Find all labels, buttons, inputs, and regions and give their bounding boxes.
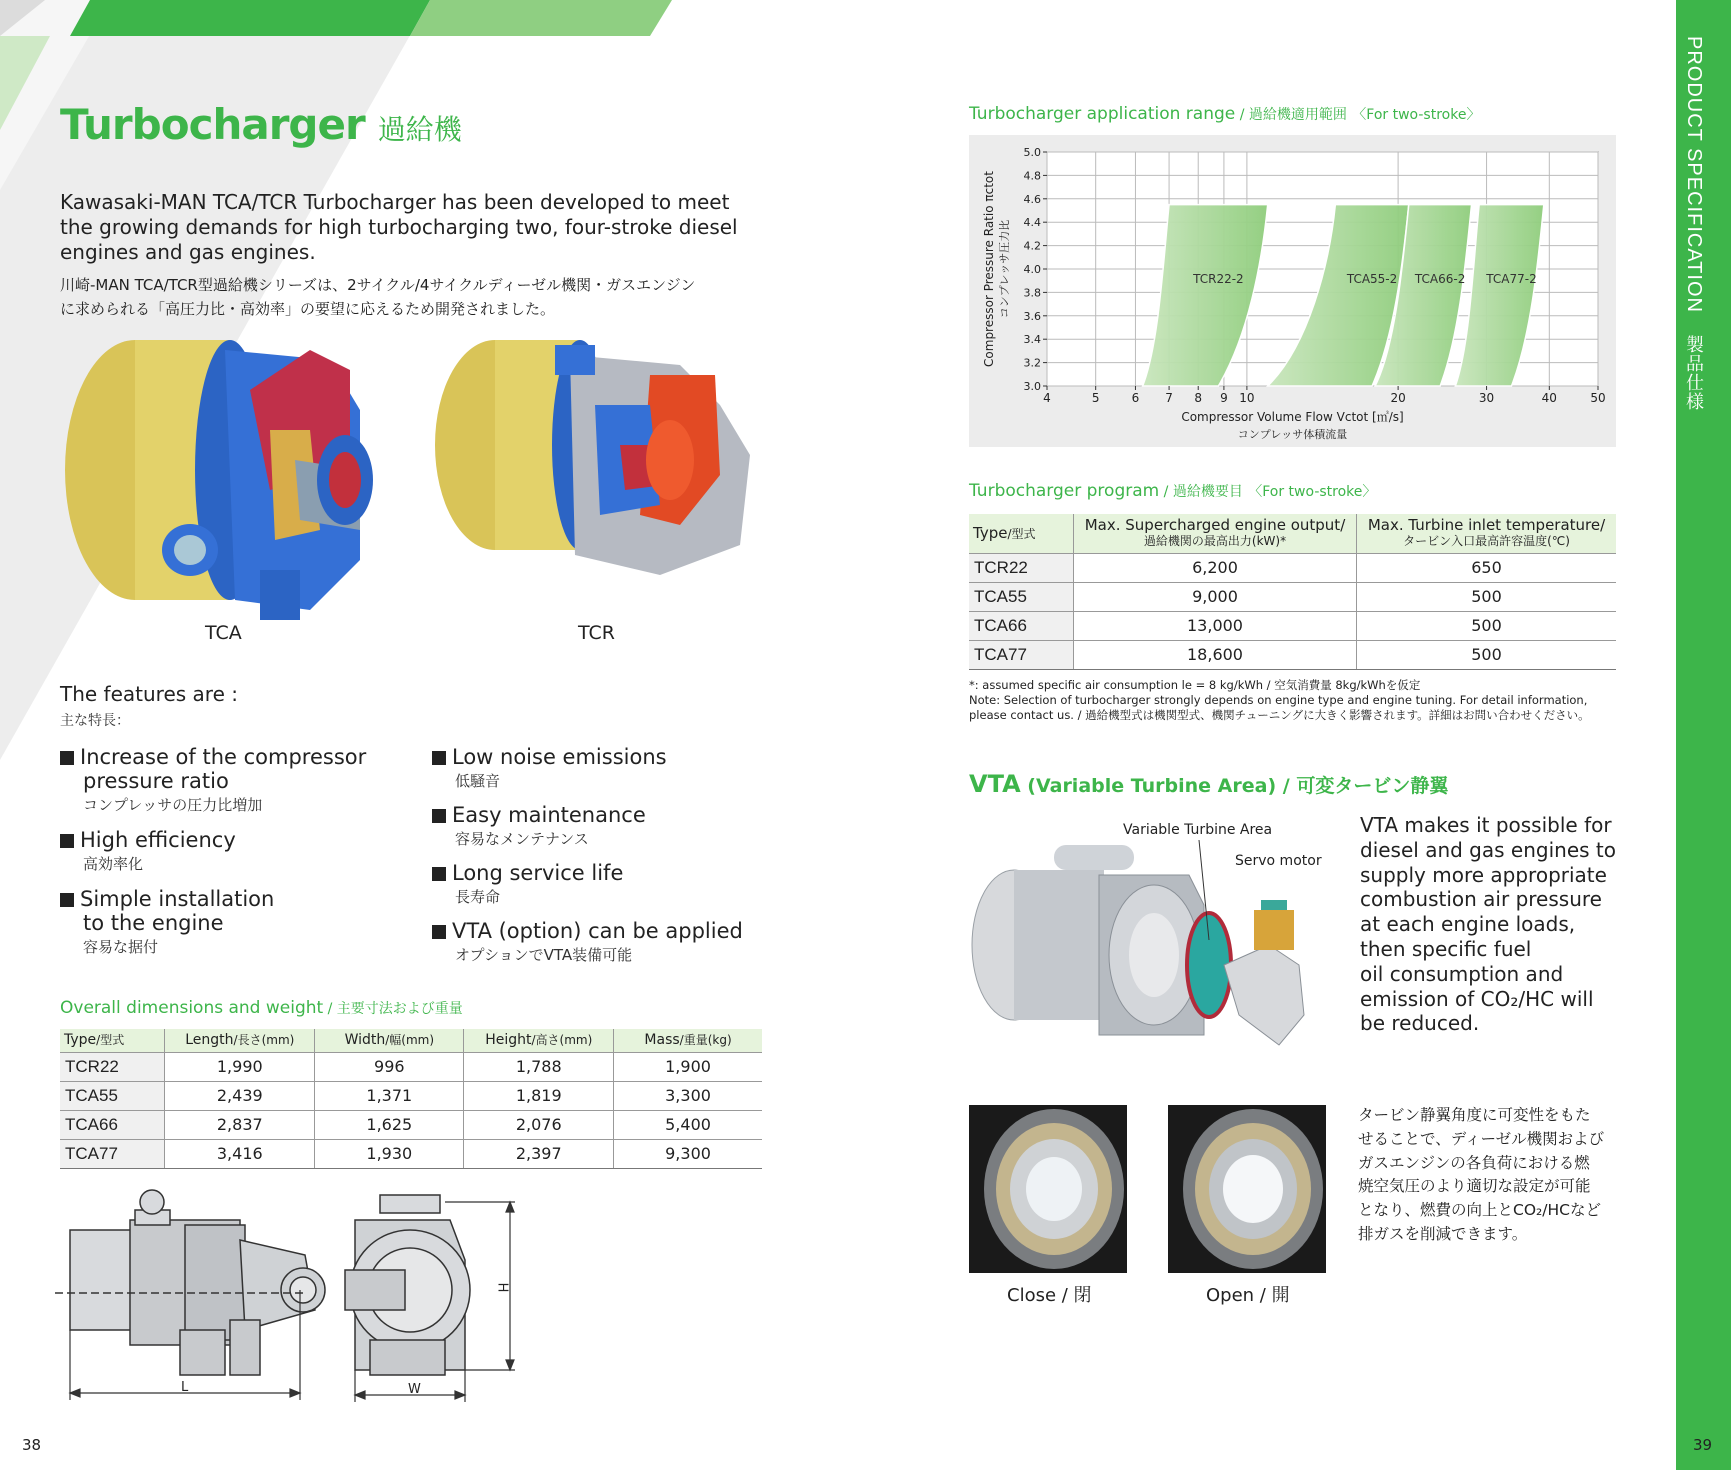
feature-text-2: to the engine <box>83 911 224 935</box>
dims-title-en: Overall dimensions and weight <box>60 998 324 1018</box>
program-header-output <box>1074 514 1357 553</box>
chart-tick-label-y: 4.0 <box>1023 263 1041 276</box>
header-jp: /型式 <box>1007 526 1036 541</box>
tca-caption: TCA <box>205 622 242 644</box>
feature-jp: オプションでVTA装備可能 <box>455 946 633 964</box>
feature-text: Long service life <box>452 861 624 885</box>
vta-en-line: at each engine loads, <box>1360 912 1576 937</box>
page-number-right: 39 <box>1693 1436 1713 1454</box>
cell-width: 1,930 <box>315 1139 464 1168</box>
cell-height: 2,397 <box>464 1139 614 1168</box>
feature-compressor <box>60 745 390 818</box>
cell-output: 9,000 <box>1074 582 1357 611</box>
header-en: Length <box>185 1032 234 1049</box>
vta-jp-line: ガスエンジンの各負荷における燃 <box>1358 1153 1590 1172</box>
drawing-label-h: H <box>494 1282 510 1293</box>
feature-installation <box>60 887 390 960</box>
cell-height: 1,819 <box>464 1081 614 1110</box>
feature-text-2: pressure ratio <box>83 769 229 793</box>
title-en: Turbocharger <box>60 100 365 149</box>
note-1: *: assumed specific air consumption le = 8 kg/kWh / 空気消費量 8kg/kWhを仮定 <box>969 678 1421 692</box>
chart-title <box>969 104 1480 124</box>
chart-tick-label-x: 4 <box>1043 391 1051 405</box>
title-jp: 過給機 <box>377 113 462 146</box>
chart-tick-label-x: 5 <box>1091 391 1100 405</box>
chart-tick-label-y: 3.4 <box>1023 333 1041 347</box>
drawing-label-w: W <box>408 1382 421 1397</box>
table-row <box>969 582 1616 611</box>
chart-tick-label-x: 8 <box>1194 391 1203 405</box>
chart-series-label: TCA77-2 <box>1486 272 1537 287</box>
chart-tick-label-x: 6 <box>1131 391 1140 405</box>
cell-temp: 650 <box>1357 553 1617 582</box>
cell-height: 2,076 <box>464 1110 614 1139</box>
cell-output: 13,000 <box>1074 611 1357 640</box>
header-en: Type <box>973 523 1008 542</box>
chart-tick-label-x: 7 <box>1165 391 1173 405</box>
cell-length: 3,416 <box>165 1139 315 1168</box>
vta-label-area: Variable Turbine Area <box>1123 822 1273 838</box>
sidebar-label-en: PRODUCT SPECIFICATION <box>1683 36 1705 313</box>
feature-service-life <box>432 861 772 919</box>
chart-y-axis-label: Compressor Pressure Ratio πctot <box>982 171 996 367</box>
cell-mass: 5,400 <box>614 1110 762 1139</box>
chart-series-label: TCA55-2 <box>1346 272 1398 287</box>
chart-tick-label-x: 9 <box>1220 391 1228 405</box>
chart-tick-label-y: 4.2 <box>1023 239 1041 253</box>
cell-temp: 500 <box>1357 582 1617 611</box>
vta-title-c: / 可変タービン静翼 <box>1282 775 1449 797</box>
header-jp: /重量(kg) <box>679 1033 732 1048</box>
vta-description-en <box>1360 813 1616 1036</box>
chart-tick-label-y: 4.8 <box>1023 169 1041 183</box>
feature-text: Simple installation <box>80 887 275 911</box>
chart-tick-label-x: 10 <box>1239 391 1255 405</box>
tcr-caption: TCR <box>578 622 615 644</box>
chart-tick-label-x: 40 <box>1541 391 1557 405</box>
chart-tick-label-y: 4.6 <box>1023 192 1041 206</box>
chart-series-label: TCA66-2 <box>1414 272 1466 287</box>
feature-text: High efficiency <box>80 828 236 852</box>
sidebar-label-jp: 製品仕様 <box>1684 334 1704 411</box>
table-row <box>60 1110 762 1139</box>
vta-jp-line: タービン静翼角度に可変性をもた <box>1358 1106 1591 1124</box>
feature-efficiency <box>60 828 390 877</box>
header-jp: /高さ(mm) <box>531 1033 593 1048</box>
front-view-drawing <box>345 1195 470 1375</box>
bullet-icon <box>432 925 446 939</box>
vta-en-line: combustion air pressure <box>1360 887 1602 912</box>
dims-table <box>60 1029 762 1169</box>
feature-maintenance <box>432 803 772 861</box>
feature-noise <box>432 745 772 803</box>
bullet-icon <box>60 751 74 765</box>
drawing-label-l: L <box>181 1380 189 1395</box>
table-row <box>60 1139 762 1168</box>
cell-type: TCA55 <box>60 1081 165 1110</box>
program-header-type <box>969 514 1074 553</box>
dims-header-width <box>315 1029 464 1052</box>
vta-description-jp <box>1358 1104 1604 1247</box>
cell-temp: 500 <box>1357 640 1617 669</box>
header-jp: 過給機関の最高出力(kW)* <box>1143 534 1287 549</box>
feature-jp: 高効率化 <box>83 855 144 873</box>
vta-en-line: supply more appropriate <box>1360 862 1607 887</box>
cell-type: TCA77 <box>60 1139 165 1168</box>
chart-tick-label-x: 50 <box>1590 391 1606 405</box>
cell-output: 6,200 <box>1074 553 1357 582</box>
bullet-icon <box>60 834 74 848</box>
vta-close-photo <box>969 1105 1127 1273</box>
chart-y-axis-label-jp: コンプレッサ圧力比 <box>998 219 1011 319</box>
chart-tick-label-y: 3.2 <box>1023 356 1041 370</box>
cell-length: 2,439 <box>165 1081 315 1110</box>
chart-series-label: TCR22-2 <box>1193 272 1244 287</box>
feature-text: Easy maintenance <box>452 803 646 827</box>
chart-x-axis-label-jp: コンプレッサ体積流量 <box>1237 428 1348 441</box>
page-title <box>60 100 462 149</box>
vta-jp-line: せることで、ディーゼル機関および <box>1358 1129 1605 1148</box>
bullet-icon <box>432 809 446 823</box>
vta-open-photo <box>1168 1105 1326 1273</box>
header-en: Mass <box>644 1032 680 1049</box>
header-jp: タービン入口最高許容温度(℃) <box>1403 534 1570 549</box>
header-jp: /型式 <box>96 1033 125 1048</box>
dims-header-length <box>165 1029 315 1052</box>
chart-tick-label-y: 5.0 <box>1023 146 1041 159</box>
vta-en-line: be reduced. <box>1360 1011 1480 1036</box>
intro-jp <box>60 273 780 321</box>
cell-type: TCR22 <box>60 1052 165 1081</box>
intro-en: Kawasaki-MAN TCA/TCR Turbocharger has been developed to meet the growing demands for high turbocharging two, four-stroke diesel engines and gas engines. <box>60 190 738 264</box>
vta-en-line: VTA makes it possible for <box>1360 813 1612 837</box>
feature-text: Increase of the compressor <box>80 745 367 769</box>
vta-jp-line: 排ガスを削減できます。 <box>1358 1224 1528 1243</box>
header-en: Max. Supercharged engine output/ <box>1084 516 1346 535</box>
table-row <box>969 611 1616 640</box>
table-row <box>60 1052 762 1081</box>
cell-length: 2,837 <box>165 1110 315 1139</box>
dims-header-mass <box>614 1029 762 1052</box>
feature-jp: コンプレッサの圧力比増加 <box>83 796 263 814</box>
vta-title-a: VTA <box>969 770 1021 798</box>
feature-vta <box>432 919 772 968</box>
section-sidebar <box>1676 0 1731 1470</box>
dims-header-row <box>60 1029 762 1052</box>
cell-type: TCA66 <box>969 611 1074 640</box>
cell-width: 996 <box>315 1052 464 1081</box>
vta-label-servo: Servo motor <box>1235 853 1322 869</box>
cell-type: TCR22 <box>969 553 1074 582</box>
features-col-2 <box>432 745 772 968</box>
header-jp: /長さ(mm) <box>233 1033 295 1048</box>
open-caption: Open / 開 <box>1206 1285 1290 1306</box>
cell-width: 1,371 <box>315 1081 464 1110</box>
side-view-drawing <box>55 1190 325 1375</box>
program-table <box>969 514 1616 670</box>
vta-title-b: (Variable Turbine Area) <box>1020 775 1283 797</box>
dims-title-jp: / 主要寸法および重量 <box>323 1001 463 1017</box>
chart-tick-label-y: 3.0 <box>1023 380 1041 393</box>
feature-jp: 容易な据付 <box>83 938 159 956</box>
chart-tick-label-x: 20 <box>1390 391 1406 405</box>
chart-title-note: 〈For two-stroke〉 <box>1352 107 1481 123</box>
vta-en-line: oil consumption and <box>1360 961 1564 986</box>
table-row <box>60 1081 762 1110</box>
chart-title-jp: / 過給機適用範囲 <box>1235 107 1347 123</box>
cell-output: 18,600 <box>1074 640 1357 669</box>
close-caption: Close / 閉 <box>1007 1285 1092 1306</box>
vta-jp-line: 焼空気圧のより適切な設定が可能 <box>1358 1177 1591 1196</box>
dims-header-height <box>464 1029 614 1052</box>
cell-length: 1,990 <box>165 1052 315 1081</box>
program-title-jp: / 過給機要目 <box>1159 484 1243 500</box>
vta-jp-line: となり、燃費の向上とCO₂/HCなど <box>1358 1201 1601 1220</box>
cell-mass: 9,300 <box>614 1139 762 1168</box>
note-2: Note: Selection of turbocharger strongly depends on engine type and engine tuning. For detail information, <box>969 693 1588 707</box>
vta-title <box>969 770 1448 798</box>
intro-jp-line-2: に求められる「高圧力比・高効率」の要望に応えるため開発されました。 <box>60 300 556 318</box>
page-number-left: 38 <box>22 1436 42 1454</box>
cell-height: 1,788 <box>464 1052 614 1081</box>
header-en: Type <box>64 1032 97 1049</box>
header-en: Width <box>344 1032 386 1049</box>
program-notes <box>969 678 1629 723</box>
program-header-temp <box>1357 514 1617 553</box>
features-title: The features are : <box>60 682 238 706</box>
features-col-1 <box>60 745 390 960</box>
intro-jp-line-1: 川崎-MAN TCA/TCR型過給機シリーズは、2サイクル/4サイクルディーゼル機関・ガスエンジン <box>60 276 696 294</box>
cell-mass: 1,900 <box>614 1052 762 1081</box>
chart-tick-label-y: 3.8 <box>1023 286 1041 300</box>
vta-en-line: emission of CO₂/HC will <box>1360 986 1594 1011</box>
vta-en-line: then specific fuel <box>1360 936 1532 961</box>
header-jp: /幅(mm) <box>385 1033 435 1048</box>
dims-title <box>60 998 463 1018</box>
chart-tick-label-y: 4.4 <box>1023 216 1041 230</box>
table-row <box>969 553 1616 582</box>
vta-en-line: diesel and gas engines to <box>1360 837 1616 862</box>
bullet-icon <box>60 893 74 907</box>
feature-jp: 容易なメンテナンス <box>455 830 589 848</box>
tca-illustration <box>60 330 390 630</box>
dims-header-type <box>60 1029 165 1052</box>
chart-tick-label-x: 30 <box>1478 391 1495 405</box>
feature-text: Low noise emissions <box>452 745 667 769</box>
cell-temp: 500 <box>1357 611 1617 640</box>
cell-type: TCA66 <box>60 1110 165 1139</box>
cell-type: TCA77 <box>969 640 1074 669</box>
sidebar-label <box>1681 36 1707 411</box>
chart-x-axis-label: Compressor Volume Flow Vctot [㎥/s] <box>1181 410 1404 424</box>
feature-jp: 長寿命 <box>455 888 501 906</box>
program-title-note: 〈For two-stroke〉 <box>1248 484 1377 500</box>
program-header-row <box>969 514 1616 553</box>
chart-title-en: Turbocharger application range <box>969 104 1236 124</box>
feature-text: VTA (option) can be applied <box>452 919 743 943</box>
application-range-chart <box>969 135 1616 447</box>
features-title-jp: 主な特長： <box>60 713 130 729</box>
dimension-drawings <box>55 1180 525 1410</box>
table-row <box>969 640 1616 669</box>
bullet-icon <box>432 867 446 881</box>
vta-label-leaders <box>969 820 1249 940</box>
chart-tick-label-y: 3.6 <box>1023 309 1041 323</box>
tcr-illustration <box>420 335 770 585</box>
header-en: Height <box>485 1032 532 1049</box>
cell-mass: 3,300 <box>614 1081 762 1110</box>
header-en: Max. Turbine inlet temperature/ <box>1367 516 1606 535</box>
feature-jp: 低騒音 <box>455 772 501 790</box>
note-3: please contact us. / 過給機型式は機関型式、機関チューニングに大きく影響されます。詳細はお問い合わせください。 <box>969 708 1590 722</box>
cell-width: 1,625 <box>315 1110 464 1139</box>
bullet-icon <box>432 751 446 765</box>
program-title-en: Turbocharger program <box>969 481 1160 501</box>
cell-type: TCA55 <box>969 582 1074 611</box>
program-title <box>969 481 1376 501</box>
